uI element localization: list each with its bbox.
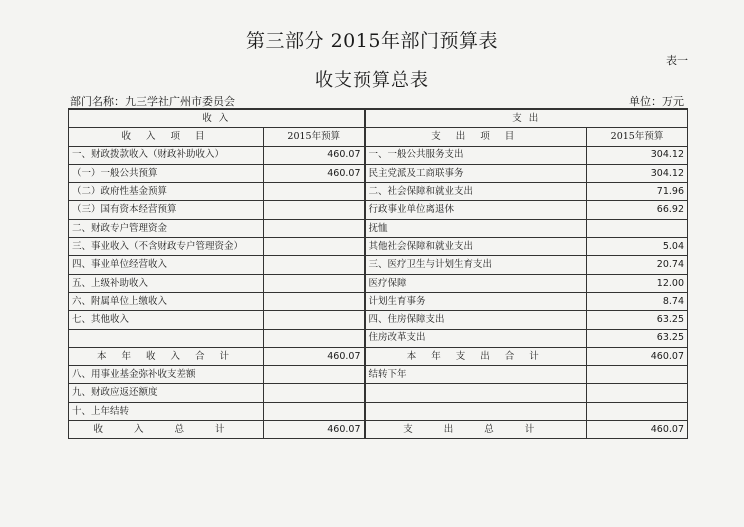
expense-grand-total-value: 460.07 xyxy=(587,421,688,439)
expense-label: 一、一般公共服务支出 xyxy=(365,146,587,164)
table-row xyxy=(69,366,688,384)
expense-label: 计划生育事务 xyxy=(365,292,587,310)
income-value: 460.07 xyxy=(264,146,365,164)
expense-year-header: 2015年预算 xyxy=(587,128,688,146)
table-row xyxy=(69,292,688,310)
section-title: 第三部分 2015年部门预算表 xyxy=(246,30,498,52)
income-year-header: 2015年预算 xyxy=(264,128,365,146)
budget-table-body xyxy=(69,109,688,439)
income-label xyxy=(69,329,264,347)
table-row xyxy=(69,238,688,256)
group-header-row xyxy=(69,109,688,128)
income-label: （三）国有资本经营预算 xyxy=(69,201,264,219)
table-row xyxy=(69,402,688,420)
income-value xyxy=(264,201,365,219)
expense-label xyxy=(365,402,587,420)
expense-value xyxy=(587,366,688,384)
income-value xyxy=(264,238,365,256)
income-label: 九、财政应返还额度 xyxy=(69,384,264,402)
expense-grand-total-label: 支 出 总 计 xyxy=(365,421,587,439)
income-group-header: 收 入 xyxy=(69,109,365,128)
expense-value: 63.25 xyxy=(587,329,688,347)
expense-value: 63.25 xyxy=(587,311,688,329)
income-value xyxy=(264,183,365,201)
income-grand-total-label: 收 入 总 计 xyxy=(69,421,264,439)
unit-label: 单位：万元 xyxy=(629,95,684,108)
budget-table xyxy=(68,108,688,439)
expense-value: 71.96 xyxy=(587,183,688,201)
income-value xyxy=(264,256,365,274)
income-value xyxy=(264,329,365,347)
column-header-row xyxy=(69,128,688,146)
income-value xyxy=(264,274,365,292)
expense-label: 四、住房保障支出 xyxy=(365,311,587,329)
income-label: 七、其他收入 xyxy=(69,311,264,329)
expense-value xyxy=(587,219,688,237)
income-label: 六、附属单位上缴收入 xyxy=(69,292,264,310)
income-label: 十、上年结转 xyxy=(69,402,264,420)
expense-label: 三、医疗卫生与计划生育支出 xyxy=(365,256,587,274)
income-year-total-label: 本 年 收 入 合 计 xyxy=(69,347,264,365)
income-label: （二）政府性基金预算 xyxy=(69,183,264,201)
expense-label: 抚恤 xyxy=(365,219,587,237)
expense-value: 5.04 xyxy=(587,238,688,256)
expense-item-header: 支 出 项 目 xyxy=(365,128,587,146)
income-label: 一、财政拨款收入（财政补助收入） xyxy=(69,146,264,164)
income-label: （一）一般公共预算 xyxy=(69,164,264,182)
income-value xyxy=(264,311,365,329)
expense-value: 66.92 xyxy=(587,201,688,219)
expense-year-total-label: 本 年 支 出 合 计 xyxy=(365,347,587,365)
expense-label: 住房改革支出 xyxy=(365,329,587,347)
grand-total-row xyxy=(69,421,688,439)
income-value xyxy=(264,402,365,420)
table-row xyxy=(69,164,688,182)
income-value xyxy=(264,219,365,237)
expense-value xyxy=(587,402,688,420)
expense-label: 结转下年 xyxy=(365,366,587,384)
expense-value: 304.12 xyxy=(587,146,688,164)
income-year-total-value: 460.07 xyxy=(264,347,365,365)
income-label: 二、财政专户管理资金 xyxy=(69,219,264,237)
table-row xyxy=(69,329,688,347)
table-row xyxy=(69,274,688,292)
income-label: 四、事业单位经营收入 xyxy=(69,256,264,274)
year-total-row xyxy=(69,347,688,365)
expense-value: 304.12 xyxy=(587,164,688,182)
table-row xyxy=(69,183,688,201)
expense-value: 20.74 xyxy=(587,256,688,274)
expense-group-header: 支 出 xyxy=(365,109,688,128)
expense-label: 民主党派及工商联事务 xyxy=(365,164,587,182)
expense-label: 二、社会保障和就业支出 xyxy=(365,183,587,201)
income-value xyxy=(264,292,365,310)
expense-label xyxy=(365,384,587,402)
main-title: 收支预算总表 xyxy=(315,70,429,91)
expense-value: 12.00 xyxy=(587,274,688,292)
income-label: 三、事业收入（不含财政专户管理资金） xyxy=(69,238,264,256)
table-row xyxy=(69,384,688,402)
department-name: 部门名称：九三学社广州市委员会 xyxy=(70,95,235,108)
expense-value: 8.74 xyxy=(587,292,688,310)
income-label: 五、上级补助收入 xyxy=(69,274,264,292)
table-row xyxy=(69,311,688,329)
expense-label: 行政事业单位离退休 xyxy=(365,201,587,219)
income-value: 460.07 xyxy=(264,164,365,182)
expense-value xyxy=(587,384,688,402)
table-id: 表一 xyxy=(666,54,688,67)
income-value xyxy=(264,384,365,402)
income-label: 八、用事业基金弥补收支差额 xyxy=(69,366,264,384)
table-row xyxy=(69,201,688,219)
income-value xyxy=(264,366,365,384)
expense-label: 其他社会保障和就业支出 xyxy=(365,238,587,256)
table-row xyxy=(69,256,688,274)
table-row xyxy=(69,219,688,237)
income-grand-total-value: 460.07 xyxy=(264,421,365,439)
expense-year-total-value: 460.07 xyxy=(587,347,688,365)
expense-label: 医疗保障 xyxy=(365,274,587,292)
table-row xyxy=(69,146,688,164)
income-item-header: 收 入 项 目 xyxy=(69,128,264,146)
